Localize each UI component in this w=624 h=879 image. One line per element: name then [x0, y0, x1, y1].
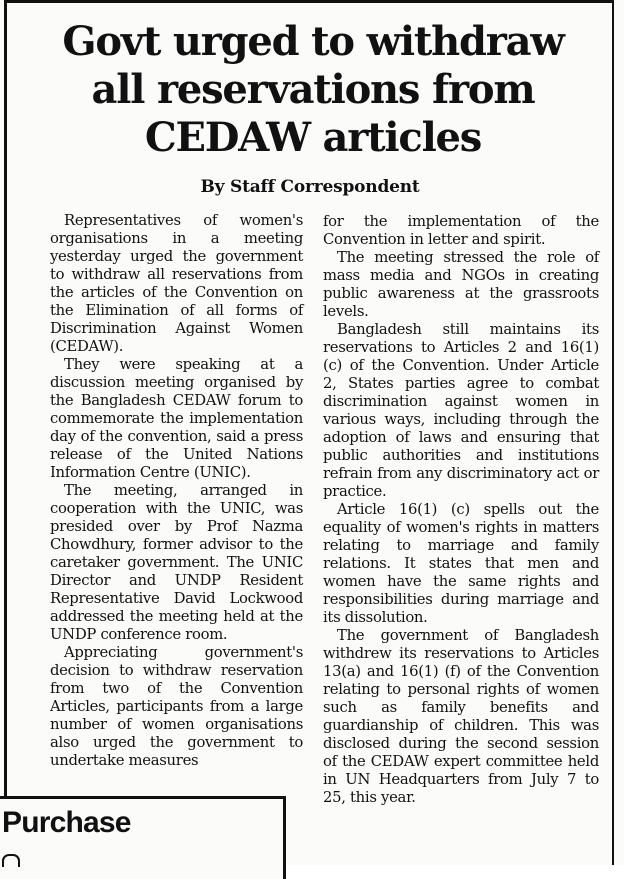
paragraph: The meeting stressed the role of mass media and NGOs in creating public awareness at the grassroots levels.: [323, 249, 599, 320]
byline: By Staff Correspondent: [200, 177, 420, 197]
article-headline: [18, 18, 608, 162]
headline-line-3: CEDAW articles: [144, 114, 482, 161]
cropped-glyph: [2, 854, 20, 867]
paragraph: They were speaking at a discussion meeting organised by the Bangladesh CEDAW forum to commemorate the implementation day of the convention, said a press release of the United Nations Information Centre (UNIC).: [50, 356, 303, 481]
headline-line-2: all reservations from: [91, 66, 535, 113]
paragraph: The government of Bangladesh withdrew its reservations to Articles 13(a) and 16(1) (f) of the Convention relating to personal rights of women such as family benefits and guardianship of children. This was disclosed during the second session of the CEDAW expert committee held in UN Headquarters from July 7 to 25, this year.: [323, 627, 599, 806]
paragraph: The meeting, arranged in cooperation with the UNIC, was presided over by Prof Nazma Chowdhury, former advisor to the caretaker government. The UNIC Director and UNDP Resident Representative David Lockwood addressed the meeting held at the UNDP conference room.: [50, 482, 303, 643]
left-column: [50, 212, 303, 770]
paragraph: Appreciating government's decision to withdraw reservation from two of the Convention Articles, participants from a large number of women organisations also urged the government to undertake measures: [50, 644, 303, 769]
paragraph-continuation: for the implementation of the Convention in letter and spirit.: [323, 213, 599, 248]
headline-line-1: Govt urged to withdraw: [62, 18, 564, 65]
paragraph: Article 16(1) (c) spells out the equality of women's rights in matters relating to marriage and family relations. It states that men and women have the same rights and responsibilities during marriage and its dissolution.: [323, 501, 599, 626]
paragraph: Representatives of women's organisations in a meeting yesterday urged the government to withdraw all reservations from the articles of the Convention on the Elimination of all forms of Discrimination Against Women (CEDAW).: [50, 212, 303, 355]
paragraph: Bangladesh still maintains its reservations to Articles 2 and 16(1) (c) of the Convention. Under Article 2, States parties agree to combat discrimination against women in various ways, including through the adoption of laws and ensuring that public authorities and institutions refrain from any discriminatory act or practice.: [323, 321, 599, 500]
top-border-rule: [4, 0, 614, 3]
left-border-rule: [4, 0, 7, 865]
adjacent-box-title: Purchase: [2, 806, 131, 839]
right-border-rule: [612, 0, 614, 865]
right-column: [323, 213, 599, 807]
